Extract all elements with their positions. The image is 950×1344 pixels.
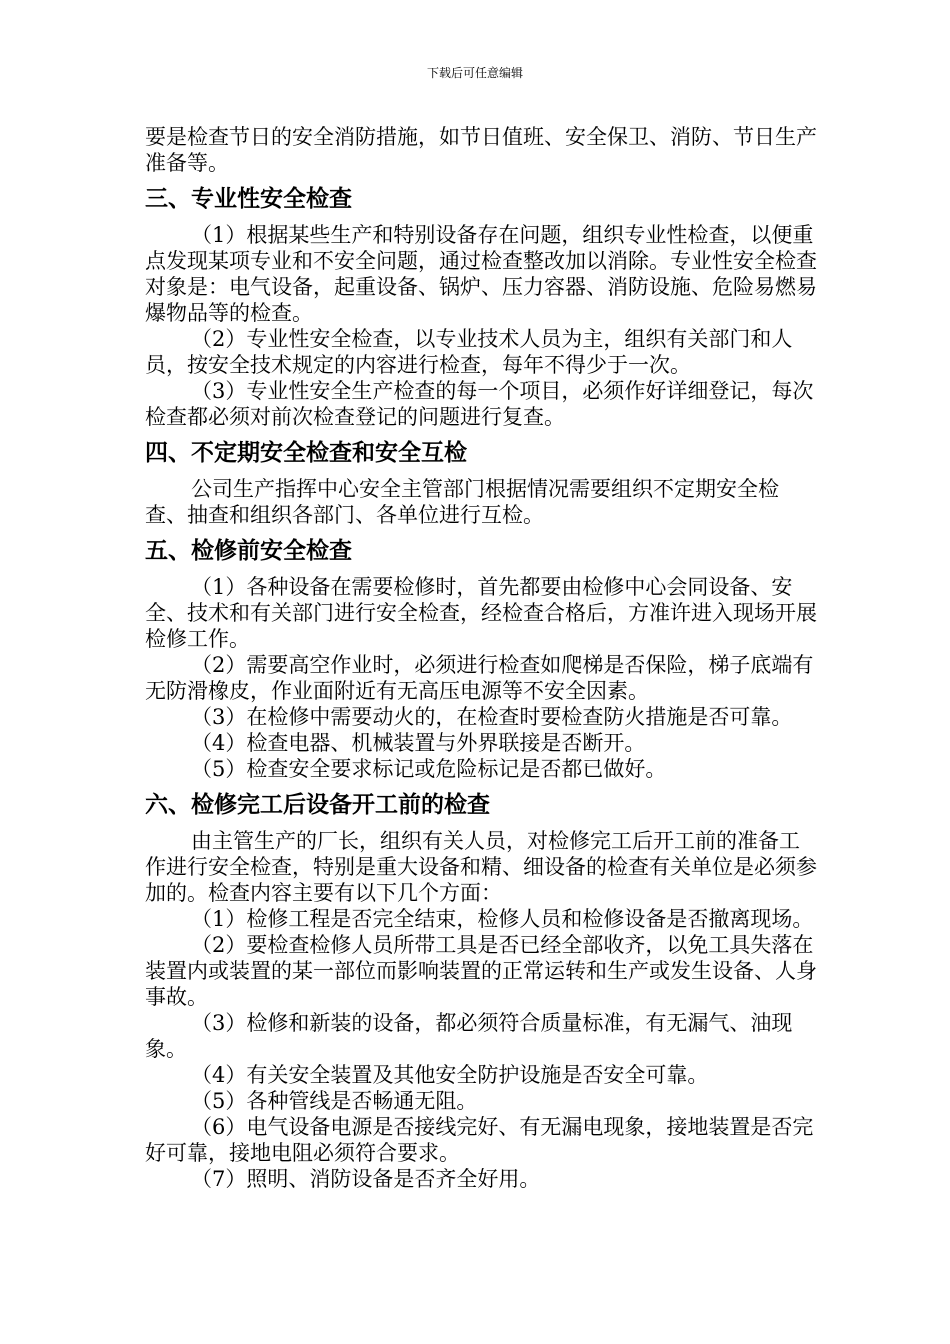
section-5-heading: 五、检修前安全检查 — [145, 538, 352, 564]
section-4-paragraph: 公司生产指挥中心安全主管部门根据情况需要组织不定期安全检查、抽查和组织各部门、各单位进行互检。 — [145, 477, 779, 527]
section-5-item-5: （5）检查安全要求标记或危险标记是否都已做好。 — [191, 757, 667, 781]
section-5-item-4: （4）检查电器、机械装置与外界联接是否断开。 — [191, 731, 646, 755]
section-3-item-3: （3）专业性安全生产检查的每一个项目，必须作好详细登记，每次检查都必须对前次检查登记的问题进行复查。 — [145, 379, 814, 429]
section-3-item-1: （1）根据某些生产和特别设备存在问题，组织专业性检查，以便重点发现某项专业和不安全问题，通过检查整改加以消除。专业性安全检查对象是：电气设备，起重设备、锅炉、压力容器、消防设施、危险易燃易爆物品等的检查。 — [145, 223, 817, 325]
section-6-heading: 六、检修完工后设备开工前的检查 — [145, 792, 490, 818]
section-6-item-3: （3）检修和新装的设备，都必须符合质量标准，有无漏气、油现象。 — [145, 1011, 793, 1061]
section-3-item-2: （2）专业性安全检查，以专业技术人员为主，组织有关部门和人员，按安全技术规定的内容进行检查，每年不得少于一次。 — [145, 327, 793, 377]
section-6-item-2: （2）要检查检修人员所带工具是否已经全部收齐，以免工具失落在装置内或装置的某一部位而影响装置的正常运转和生产或发生设备、人身事故。 — [145, 933, 817, 1009]
section-5-item-1: （1）各种设备在需要检修时，首先都要由检修中心会同设备、安全、技术和有关部门进行安全检查，经检查合格后，方准许进入现场开展检修工作。 — [145, 575, 817, 651]
section-6-item-5: （5）各种管线是否畅通无阻。 — [191, 1089, 478, 1113]
section-6-item-6: （6）电气设备电源是否接线完好、有无漏电现象，接地装置是否完好可靠，接地电阻必须符合要求。 — [145, 1115, 814, 1165]
section-5-item-2: （2）需要高空作业时，必须进行检查如爬梯是否保险，梯子底端有无防滑橡皮，作业面附近有无高压电源等不安全因素。 — [145, 653, 814, 703]
intro-paragraph: 要是检查节日的安全消防措施，如节日值班、安全保卫、消防、节日生产准备等。 — [145, 125, 817, 175]
document-body — [145, 124, 820, 1192]
section-6-item-1: （1）检修工程是否完全结束，检修人员和检修设备是否撤离现场。 — [191, 907, 814, 931]
section-6-intro: 由主管生产的厂长，组织有关人员，对检修完工后开工前的准备工作进行安全检查，特别是重大设备和精、细设备的检查有关单位是必须参加的。检查内容主要有以下几个方面： — [145, 829, 817, 905]
section-5-item-3: （3）在检修中需要动火的，在检查时要检查防火措施是否可靠。 — [191, 705, 793, 729]
section-4-heading: 四、不定期安全检查和安全互检 — [145, 440, 467, 466]
section-6-item-7: （7）照明、消防设备是否齐全好用。 — [191, 1167, 541, 1191]
section-3-heading: 三、专业性安全检查 — [145, 186, 352, 212]
section-6-item-4: （4）有关安全装置及其他安全防护设施是否安全可靠。 — [191, 1063, 709, 1087]
page-header: 下载后可任意编辑 — [426, 66, 523, 80]
